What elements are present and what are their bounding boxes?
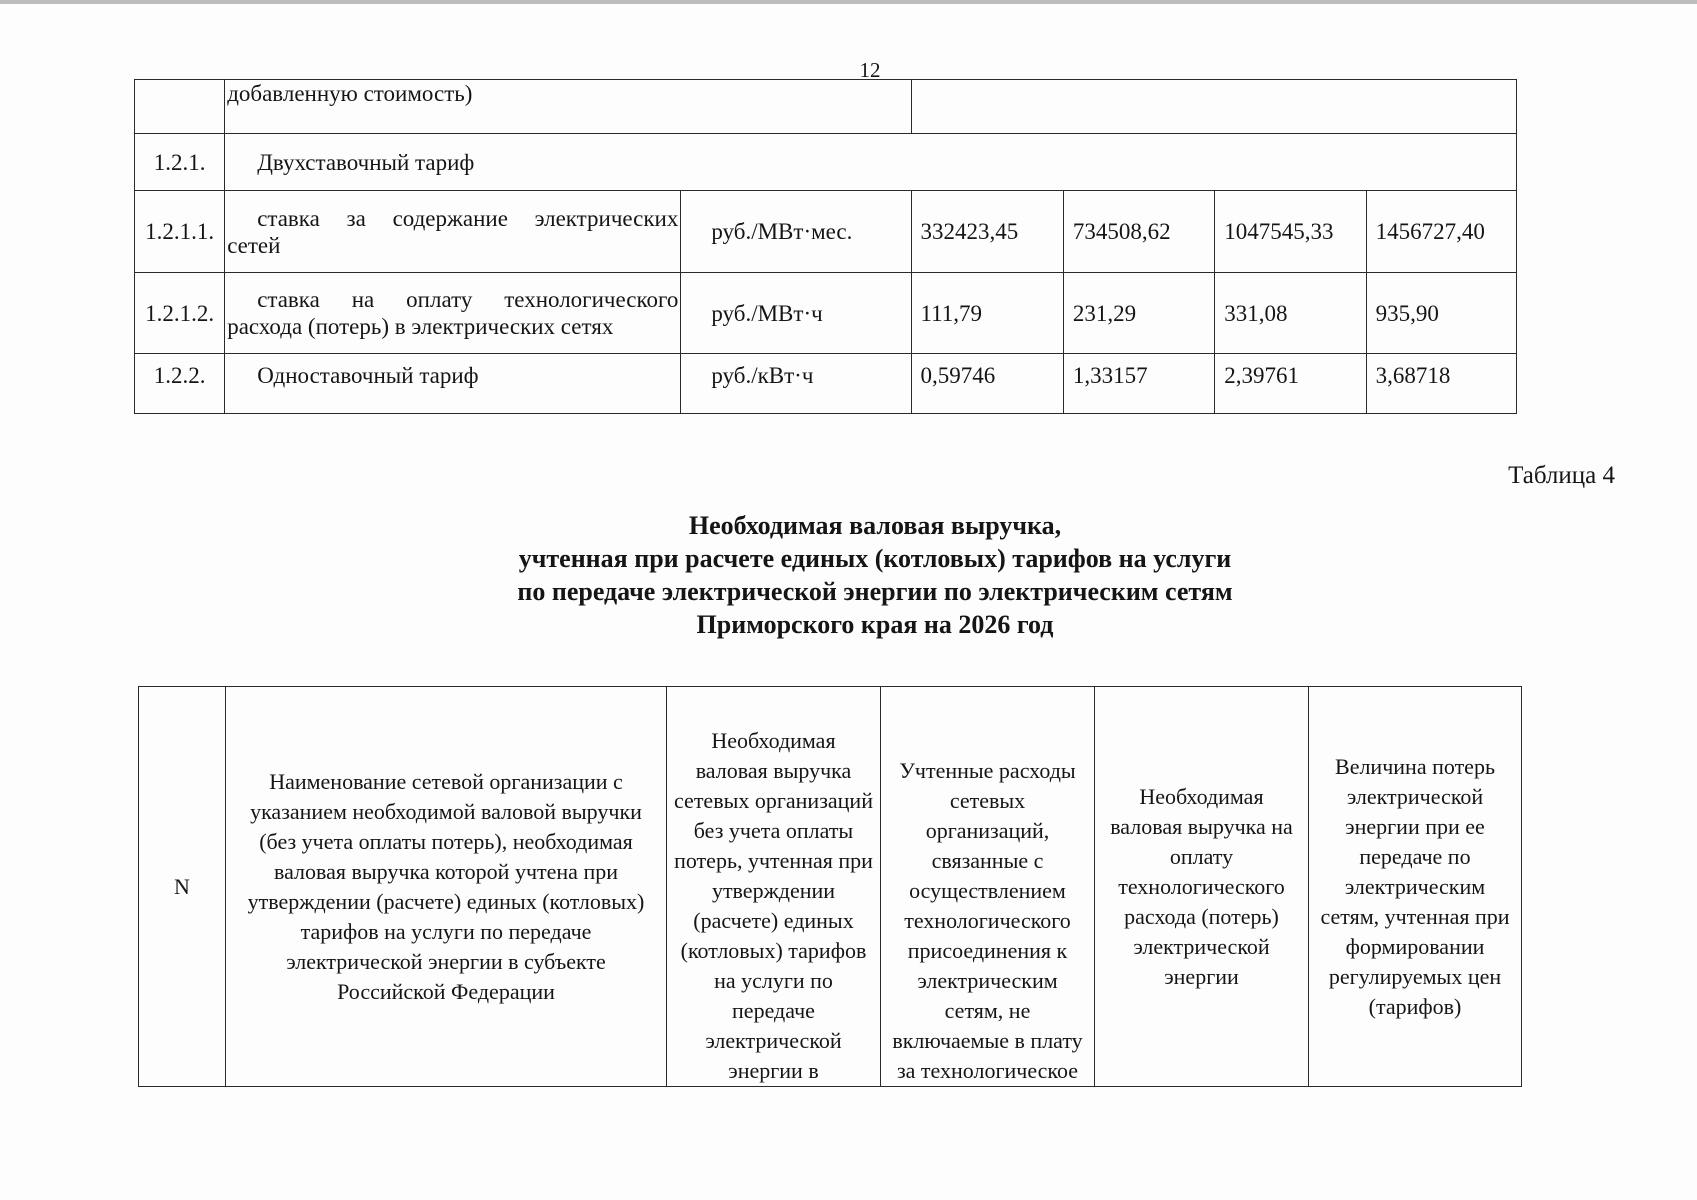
value-cell: 331,08 [1215, 273, 1366, 354]
revenue-table-header [138, 686, 1522, 1087]
table-row [135, 134, 1517, 191]
header-text: Учтенные расходы сетевых организаций, связанные с осуществлением технологического присоединения к электрическим сетям, не включаемые в плату за технологическое [892, 758, 1083, 1083]
value-cell: 3,68718 [1366, 354, 1516, 414]
table-header-row [139, 687, 1522, 1087]
row-name-line: ставка на оплату технологического [257, 287, 679, 312]
value-cell: 111,79 [911, 273, 1063, 354]
empty-cell [911, 80, 1516, 134]
table-row [135, 273, 1517, 354]
value-cell: 935,90 [1366, 273, 1516, 354]
row-number-cell [135, 80, 225, 134]
unit-cell: руб./кВт·ч [681, 354, 911, 414]
value-cell: 2,39761 [1215, 354, 1366, 414]
unit-cell: руб./МВт·мес. [681, 191, 911, 273]
table-row [135, 354, 1517, 414]
row-name-line: расхода (потерь) в электрических сетях [227, 314, 614, 339]
value-cell: 231,29 [1063, 273, 1214, 354]
row-name-cell: добавленную стоимость) [225, 80, 911, 134]
scan-top-edge [0, 0, 1697, 4]
row-number-cell: 1.2.1.2. [135, 273, 225, 354]
row-name-line: ставка за содержание электрических [257, 205, 679, 231]
value-cell: 332423,45 [911, 191, 1063, 273]
row-name-cell: Одноставочный тариф [225, 354, 681, 414]
tariff-table-continuation [134, 79, 1517, 414]
header-required-revenue [667, 687, 881, 1087]
value-cell: 0,59746 [911, 354, 1063, 414]
header-tech-connection-costs [881, 687, 1095, 1087]
table-label: Таблица 4 [1508, 462, 1615, 489]
value-cell: 734508,62 [1063, 191, 1214, 273]
table-row [135, 191, 1517, 273]
table-title [380, 509, 1370, 641]
row-name-line: сетей [227, 232, 281, 258]
row-number-cell: 1.2.1.1. [135, 191, 225, 273]
value-cell: 1,33157 [1063, 354, 1214, 414]
header-losses-value: Величина потерь электрической энергии при ее передаче по электрическим сетям, учтенная при формировании регулируемых цен (тарифов) [1309, 687, 1522, 1087]
header-text: Необходимая валовая выручка сетевых организаций без учета оплаты потерь, учтенная при утверждении (расчете) единых (котловых) тарифов на услуги по передаче электрической энергии в [674, 728, 873, 1083]
row-name-cell: Двухставочный тариф [225, 134, 1517, 191]
table-row [135, 80, 1517, 134]
header-number: N [139, 687, 226, 1087]
row-name-cell [225, 191, 681, 273]
row-number-cell: 1.2.1. [135, 134, 225, 191]
header-organization-name: Наименование сетевой организации с указанием необходимой валовой выручки (без учета оплаты потерь), необходимая валовая выручка которой учтена при утверждении (расчете) единых (котловых) тарифов на услуги по передаче электрической энергии в субъекте Российской Федерации [226, 687, 667, 1087]
table-title-line: по передаче электрической энергии по электрическим сетям [517, 577, 1233, 606]
page-number: 12 [859, 58, 881, 82]
unit-cell: руб./МВт·ч [681, 273, 911, 354]
row-number-cell: 1.2.2. [135, 354, 225, 414]
header-losses-payment: Необходимая валовая выручка на оплату технологического расхода (потерь) электрической энергии [1095, 687, 1309, 1087]
row-name-cell [225, 273, 681, 354]
value-cell: 1047545,33 [1215, 191, 1366, 273]
table-title-line: учтенная при расчете единых (котловых) тарифов на услуги [518, 544, 1232, 573]
table-title-line: Приморского края на 2026 год [696, 610, 1054, 639]
table-title-line: Необходимая валовая выручка, [688, 511, 1062, 540]
value-cell: 1456727,40 [1366, 191, 1516, 273]
